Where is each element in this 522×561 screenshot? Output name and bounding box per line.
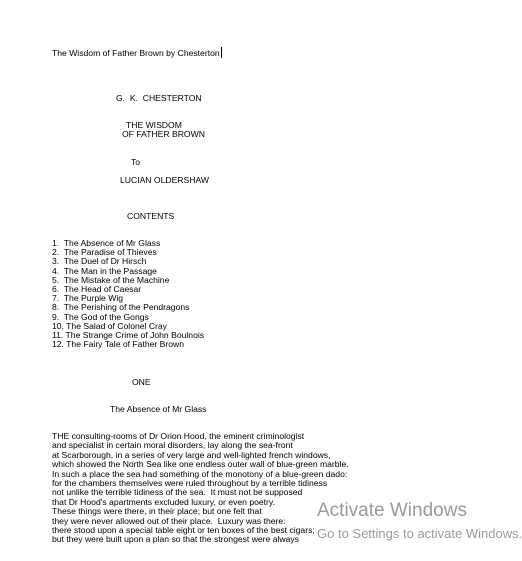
contents-item: 5. The Mistake of the Machine xyxy=(52,274,170,285)
body-line: that Dr Hood's apartments excluded luxury, or even poetry. xyxy=(52,496,275,507)
contents-item: 7. The Purple Wig xyxy=(52,293,124,304)
body-line: THE consulting-rooms of Dr Orion Hood, the eminent criminologist xyxy=(52,431,305,441)
chapter-title: The Absence of Mr Glass xyxy=(110,404,207,414)
author-name: G. K. CHESTERTON xyxy=(116,93,202,103)
body-line: they were never allowed out of their place. Luxury was there: xyxy=(52,515,286,526)
body-line: but they were built upon a plan so that the strongest were always xyxy=(52,534,299,545)
chapter-number: ONE xyxy=(132,377,151,387)
activate-windows-watermark xyxy=(0,496,522,545)
contents-heading: CONTENTS xyxy=(127,211,175,221)
contents-item: 1. The Absence of Mr Glass xyxy=(52,238,161,248)
contents-item: 10. The Salad of Colonel Cray xyxy=(52,320,167,331)
body-line: not unlike the terrible tidiness of the sea. It must not be supposed xyxy=(52,487,303,498)
contents-item: 9. The God of the Gongs xyxy=(52,311,149,322)
document-header-line xyxy=(52,47,222,58)
contents-item: 4. The Man in the Passage xyxy=(52,265,157,276)
body-line: there stood upon a special table eight or ten boxes of the best cigars; xyxy=(52,525,315,536)
contents-list xyxy=(52,239,204,349)
body-line: which showed the North Sea like one endless outer wall of blue-green marble. xyxy=(52,459,349,470)
body-line: These things were there, in their place; but one felt that xyxy=(52,506,262,517)
book-title-line-1: THE WISDOM xyxy=(126,120,182,130)
book-title-line-2: OF FATHER BROWN xyxy=(122,129,205,139)
contents-item: 6. The Head of Caesar xyxy=(52,284,142,295)
contents-item: 11. The Strange Crime of John Boulnois xyxy=(52,330,205,341)
dedication-to: To xyxy=(131,157,141,167)
body-line: at Scarborough, in a series of very large and well-lighted french windows, xyxy=(52,449,331,460)
contents-item: 8. The Perishing of the Pendragons xyxy=(52,302,190,313)
contents-item: 3. The Duel of Dr Hirsch xyxy=(52,256,147,267)
contents-item: 12. The Fairy Tale of Father Brown xyxy=(52,339,184,350)
text-cursor xyxy=(221,47,222,58)
contents-item: 2. The Paradise of Thieves xyxy=(52,247,157,258)
watermark-subtitle: Go to Settings to activate Windows. xyxy=(317,526,522,541)
body-line: and specialist in certain moral disorders, lay along the sea-front xyxy=(52,440,293,451)
dedicatee-name: LUCIAN OLDERSHAW xyxy=(120,175,209,185)
header-text: The Wisdom of Father Brown by Chesterton xyxy=(52,48,220,58)
body-line: for the chambers themselves were ruled throughout by a terrible tidiness xyxy=(52,478,328,489)
watermark-title: Activate Windows xyxy=(317,500,467,521)
body-line: In such a place the sea had something of the monotony of a blue-green dado: xyxy=(52,468,348,479)
